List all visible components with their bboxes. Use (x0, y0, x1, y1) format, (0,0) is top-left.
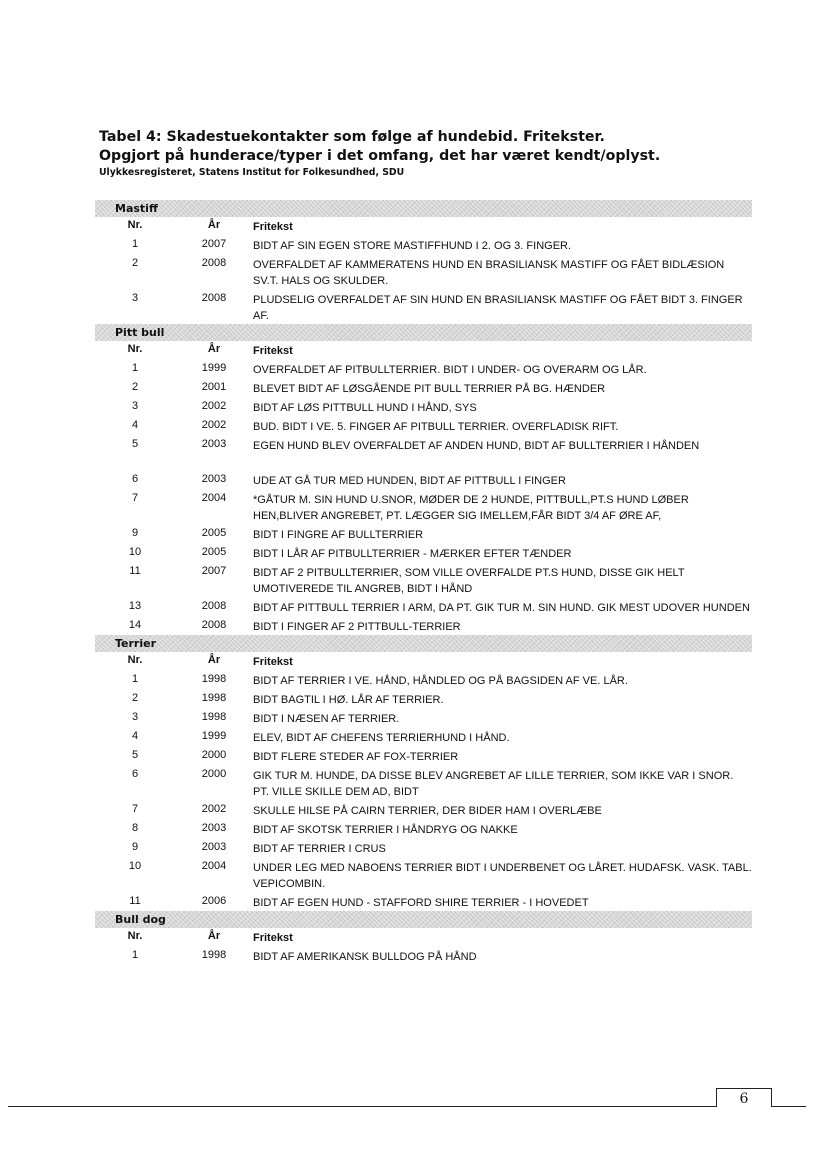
row-fritekst: SKULLE HILSE PÅ CAIRN TERRIER, DER BIDER HAM I OVERLÆBE (253, 805, 602, 817)
row-nr: 1 (131, 673, 139, 685)
row-fritekst: OVERFALDET AF KAMMERATENS HUND EN BRASILIANSK MASTIFF OG FÅET BIDLÆSION SV.T. HALS OG SKULDER. (253, 259, 725, 287)
row-year: 2004 (201, 860, 227, 872)
column-header-fritekst: Fritekst (253, 221, 293, 233)
row-nr: 13 (128, 600, 142, 612)
footer-rule (8, 1106, 716, 1107)
column-header-ar: År (207, 654, 221, 666)
table-row (95, 857, 752, 892)
row-year: 2002 (201, 400, 227, 412)
page-title-line-2: Opgjort på hunderace/typer i det omfang, det har været kendt/oplyst. (99, 148, 661, 164)
row-nr: 1 (131, 362, 139, 374)
row-fritekst: BIDT I NÆSEN AF TERRIER. (253, 713, 400, 725)
table-row (95, 359, 752, 378)
row-fritekst: OVERFALDET AF PITBULLTERRIER. BIDT I UNDER- OG OVERARM OG LÅR. (253, 364, 647, 376)
row-fritekst: BIDT FLERE STEDER AF FOX-TERRIER (253, 751, 459, 763)
table-row (95, 800, 752, 819)
section-header: Bull dog (95, 911, 752, 928)
row-nr: 7 (131, 492, 139, 504)
page-subtitle: Ulykkesregisteret, Statens Institut for Folkesundhed, SDU (99, 167, 405, 178)
row-year: 2007 (201, 238, 227, 250)
row-fritekst: BIDT AF PITTBULL TERRIER I ARM, DA PT. GIK TUR M. SIN HUND. GIK MEST UDOVER HUNDEN (253, 602, 750, 614)
row-nr: 7 (131, 803, 139, 815)
column-header-row (95, 341, 752, 359)
row-nr: 14 (128, 619, 142, 631)
table-row (95, 597, 752, 616)
row-nr: 5 (131, 438, 139, 450)
row-nr: 1 (131, 238, 139, 250)
row-year: 2007 (201, 565, 227, 577)
row-nr: 9 (131, 841, 139, 853)
row-fritekst: BUD. BIDT I VE. 5. FINGER AF PITBULL TERRIER. OVERFLADISK RIFT. (253, 421, 619, 433)
row-year: 1998 (201, 692, 227, 704)
column-header-row (95, 217, 752, 235)
row-fritekst: BIDT AF TERRIER I CRUS (253, 843, 386, 855)
column-header-ar: År (207, 930, 221, 942)
column-header-fritekst: Fritekst (253, 656, 293, 668)
table-row (95, 524, 752, 543)
row-nr: 5 (131, 749, 139, 761)
row-year: 2003 (201, 841, 227, 853)
free-text-table (95, 200, 752, 965)
row-year: 2008 (201, 257, 227, 269)
row-nr: 2 (131, 692, 139, 704)
page-number: 6 (716, 1088, 772, 1107)
row-year: 2005 (201, 546, 227, 558)
row-year: 2003 (201, 438, 227, 450)
row-year: 1998 (201, 711, 227, 723)
table-row (95, 378, 752, 397)
table-row (95, 416, 752, 435)
section-header: Mastiff (95, 200, 752, 217)
row-year: 2005 (201, 527, 227, 539)
row-nr: 10 (128, 860, 142, 872)
row-nr: 3 (131, 292, 139, 304)
row-fritekst: BIDT AF AMERIKANSK BULLDOG PÅ HÅND (253, 951, 477, 963)
row-fritekst: PLUDSELIG OVERFALDET AF SIN HUND EN BRASILIANSK MASTIFF OG FÅET BIDT 3. FINGER AF. (253, 294, 743, 322)
table-row (95, 562, 752, 597)
row-year: 1998 (201, 673, 227, 685)
row-fritekst: BIDT I FINGER AF 2 PITTBULL-TERRIER (253, 621, 461, 633)
section-header: Terrier (95, 635, 752, 652)
column-header-fritekst: Fritekst (253, 345, 293, 357)
table-row (95, 819, 752, 838)
table-row (95, 838, 752, 857)
table-row (95, 708, 752, 727)
table-section (95, 911, 752, 965)
row-nr: 3 (131, 711, 139, 723)
table-row (95, 689, 752, 708)
column-header-row (95, 652, 752, 670)
column-header-nr: Nr. (127, 654, 143, 666)
row-nr: 11 (129, 895, 141, 907)
row-year: 1999 (201, 362, 227, 374)
table-section (95, 200, 752, 324)
row-year: 1998 (201, 949, 227, 961)
row-year: 2001 (201, 381, 227, 393)
row-year: 2003 (201, 822, 227, 834)
row-year: 2003 (201, 473, 227, 485)
row-fritekst: BIDT AF 2 PITBULLTERRIER, SOM VILLE OVERFALDE PT.S HUND, DISSE GIK HELT UMOTIVEREDE TIL ANGREB, BIDT I HÅND (253, 567, 685, 595)
row-fritekst: BIDT AF EGEN HUND - STAFFORD SHIRE TERRIER - I HOVEDET (253, 897, 589, 909)
row-year: 2008 (201, 600, 227, 612)
table-row (95, 470, 752, 489)
row-nr: 4 (131, 419, 139, 431)
row-nr: 1 (131, 949, 139, 961)
row-fritekst: UDE AT GÅ TUR MED HUNDEN, BIDT AF PITTBULL I FINGER (253, 475, 566, 487)
row-year: 2008 (201, 292, 227, 304)
row-nr: 10 (128, 546, 142, 558)
row-nr: 2 (131, 381, 139, 393)
table-section (95, 635, 752, 911)
column-header-fritekst: Fritekst (253, 932, 293, 944)
row-year: 2004 (201, 492, 227, 504)
table-row (95, 289, 752, 324)
row-year: 2002 (201, 419, 227, 431)
table-row (95, 892, 752, 911)
row-nr: 11 (129, 565, 141, 577)
row-nr: 4 (131, 730, 139, 742)
row-year: 2002 (201, 803, 227, 815)
row-year: 2008 (201, 619, 227, 631)
row-year: 1999 (201, 730, 227, 742)
table-row (95, 235, 752, 254)
table-row (95, 765, 752, 800)
row-fritekst: BIDT I FINGRE AF BULLTERRIER (253, 529, 424, 541)
row-fritekst: BIDT AF SKOTSK TERRIER I HÅNDRYG OG NAKKE (253, 824, 518, 836)
column-header-nr: Nr. (127, 343, 143, 355)
column-header-ar: År (207, 343, 221, 355)
table-row (95, 254, 752, 289)
table-row (95, 435, 752, 454)
table-row (95, 397, 752, 416)
table-section (95, 324, 752, 635)
row-fritekst: *GÅTUR M. SIN HUND U.SNOR, MØDER DE 2 HUNDE, PITTBULL,PT.S HUND LØBER HEN,BLIVER ANGREBET, PT. LÆGGER SIG IMELLEM,FÅR BIDT 3/4 AF ØRE AF, (253, 494, 689, 522)
row-nr: 6 (131, 768, 139, 780)
table-row (95, 727, 752, 746)
row-year: 2000 (201, 749, 227, 761)
table-row (95, 616, 752, 635)
column-header-row (95, 928, 752, 946)
row-fritekst: EGEN HUND BLEV OVERFALDET AF ANDEN HUND, BIDT AF BULLTERRIER I HÅNDEN (253, 440, 700, 452)
row-fritekst: UNDER LEG MED NABOENS TERRIER BIDT I UNDERBENET OG LÅRET. HUDAFSK. VASK. TABL. VEPICOMBIN. (253, 862, 752, 890)
column-header-nr: Nr. (127, 219, 143, 231)
row-nr: 2 (131, 257, 139, 269)
title-block (99, 128, 759, 179)
column-header-ar: År (207, 219, 221, 231)
row-nr: 6 (131, 473, 139, 485)
table-row (95, 746, 752, 765)
column-header-nr: Nr. (127, 930, 143, 942)
row-fritekst: GIK TUR M. HUNDE, DA DISSE BLEV ANGREBET AF LILLE TERRIER, SOM IKKE VAR I SNOR. PT. VILLE SKILLE DEM AD, BIDT (253, 770, 734, 798)
section-header: Pitt bull (95, 324, 752, 341)
row-fritekst: BIDT AF SIN EGEN STORE MASTIFFHUND I 2. OG 3. FINGER. (253, 240, 572, 252)
footer-rule-right (772, 1106, 806, 1107)
row-year: 2006 (201, 895, 227, 907)
row-fritekst: BIDT AF TERRIER I VE. HÅND, HÅNDLED OG PÅ BAGSIDEN AF VE. LÅR. (253, 675, 628, 687)
row-fritekst: ELEV, BIDT AF CHEFENS TERRIERHUND I HÅND. (253, 732, 510, 744)
row-nr: 3 (131, 400, 139, 412)
blank-spacer-row (95, 454, 752, 470)
row-nr: 8 (131, 822, 139, 834)
row-year: 2000 (201, 768, 227, 780)
table-row (95, 946, 752, 965)
row-fritekst: BLEVET BIDT AF LØSGÅENDE PIT BULL TERRIER PÅ BG. HÆNDER (253, 383, 606, 395)
table-row (95, 670, 752, 689)
row-nr: 9 (131, 527, 139, 539)
row-fritekst: BIDT AF LØS PITTBULL HUND I HÅND, SYS (253, 402, 477, 414)
table-row (95, 543, 752, 562)
row-fritekst: BIDT BAGTIL I HØ. LÅR AF TERRIER. (253, 694, 444, 706)
table-row (95, 489, 752, 524)
row-fritekst: BIDT I LÅR AF PITBULLTERRIER - MÆRKER EFTER TÆNDER (253, 548, 572, 560)
page-title: Tabel 4: Skadestuekontakter som følge af hundebid. Fritekster. (99, 129, 605, 145)
